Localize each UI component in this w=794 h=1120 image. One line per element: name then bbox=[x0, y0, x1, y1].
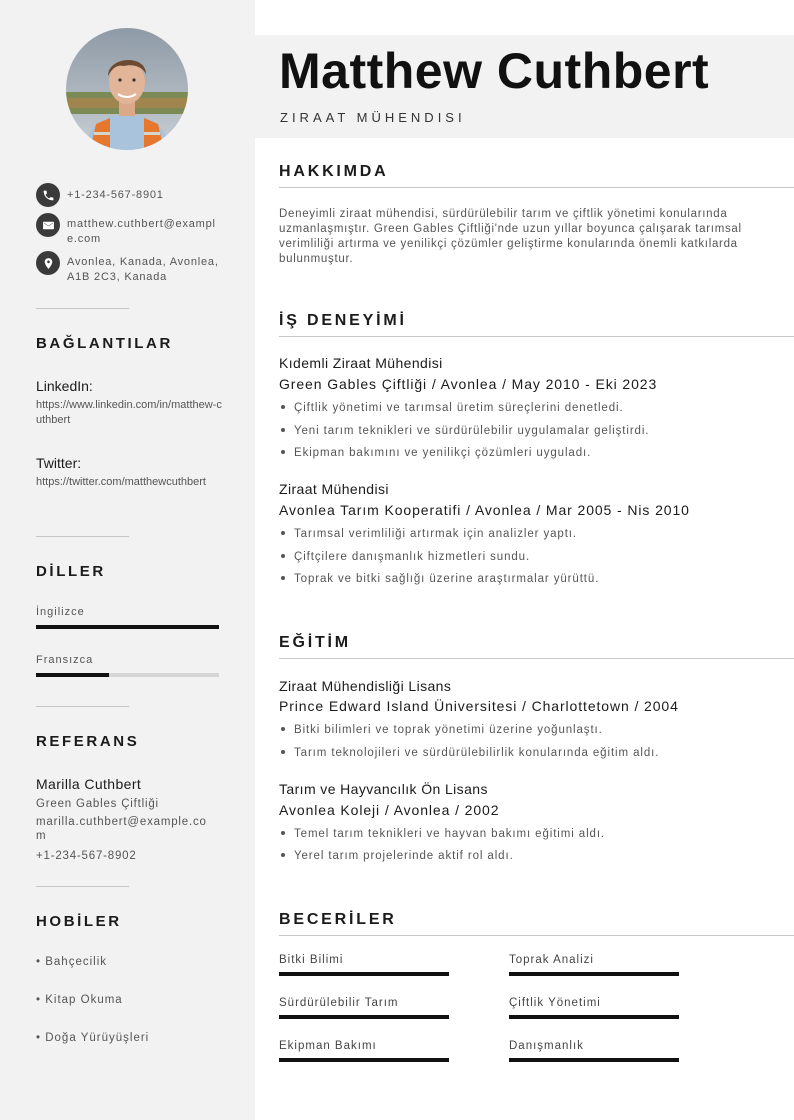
skill-label: Sürdürülebilir Tarım bbox=[279, 997, 399, 1009]
bullet-text: Çiftlik yönetimi ve tarımsal üretim süreçlerini denetledi. bbox=[294, 402, 624, 414]
skill-label: Toprak Analizi bbox=[509, 954, 594, 966]
bullet-text: Yerel tarım projelerinde aktif rol aldı. bbox=[294, 850, 514, 862]
job-bullet bbox=[279, 573, 599, 585]
twitter-label: Twitter: bbox=[36, 455, 82, 471]
job-bullet bbox=[279, 402, 624, 414]
education-bullet bbox=[279, 747, 659, 759]
language-label: Fransızca bbox=[36, 654, 94, 666]
hobby-item: • Kitap Okuma bbox=[36, 994, 123, 1006]
skill-bar bbox=[279, 972, 449, 976]
contact-address bbox=[36, 251, 219, 285]
skill-bar bbox=[509, 972, 679, 976]
job-role: ZIRAAT MÜHENDISI bbox=[280, 110, 466, 125]
profile-photo bbox=[66, 28, 188, 150]
bullet-text: Bitki bilimleri ve toprak yönetimi üzerine yoğunlaştı. bbox=[294, 724, 603, 736]
sidebar-divider bbox=[36, 706, 129, 707]
section-rule bbox=[279, 935, 794, 936]
sidebar-divider bbox=[36, 886, 129, 887]
job-meta: Green Gables Çiftliği / Avonlea / May 2010 - Eki 2023 bbox=[279, 376, 658, 392]
phone-icon bbox=[36, 183, 60, 207]
skill-bar bbox=[509, 1058, 679, 1062]
phone-text: +1-234-567-8901 bbox=[67, 189, 164, 201]
skill-bar bbox=[279, 1015, 449, 1019]
bullet-text: Temel tarım teknikleri ve hayvan bakımı eğitimi aldı. bbox=[294, 828, 606, 840]
job-title: Kıdemli Ziraat Mühendisi bbox=[279, 355, 443, 371]
hobby-label: Doğa Yürüyüşleri bbox=[45, 1032, 150, 1044]
skill-label: Bitki Bilimi bbox=[279, 954, 344, 966]
education-bullet bbox=[279, 828, 605, 840]
education-bullet bbox=[279, 724, 603, 736]
reference-email[interactable]: marilla.cuthbert@example.com bbox=[36, 816, 207, 842]
contact-phone[interactable] bbox=[36, 183, 219, 207]
languages-section-title: DİLLER bbox=[36, 563, 106, 580]
about-text: Deneyimli ziraat mühendisi, sürdürülebilir tarım ve çiftlik yönetimi konularında uzmanlaşmıştır. Green Gables Çiftliği'nde uzun yıllar boyunca çalışarak tarımsal verimliliği artırma ve yenilikçi çözümler geliştirme konularında önemli katkılarda bulunmuştur. bbox=[279, 208, 742, 265]
job-bullet bbox=[279, 447, 591, 459]
education-meta: Prince Edward Island Üniversitesi / Charlottetown / 2004 bbox=[279, 698, 679, 714]
bullet-text: Toprak ve bitki sağlığı üzerine araştırmalar yürüttü. bbox=[294, 573, 600, 585]
sidebar-divider bbox=[36, 536, 129, 537]
hobby-label: Bahçecilik bbox=[45, 956, 108, 968]
address-text: Avonlea, Kanada, Avonlea, A1B 2C3, Kanada bbox=[67, 256, 219, 283]
job-bullet bbox=[279, 528, 577, 540]
bullet-text: Tarımsal verimliliği artırmak için analizler yaptı. bbox=[294, 528, 577, 540]
sidebar-divider bbox=[36, 308, 129, 309]
reference-company: Green Gables Çiftliği bbox=[36, 798, 159, 810]
about-section-title: HAKKIMDA bbox=[279, 163, 389, 180]
skill-bar bbox=[509, 1015, 679, 1019]
bullet-text: Tarım teknolojileri ve sürdürülebilirlik konularında eğitim aldı. bbox=[294, 747, 660, 759]
skill-bar bbox=[279, 1058, 449, 1062]
experience-section-title: İŞ DENEYİMİ bbox=[279, 312, 407, 329]
sidebar bbox=[0, 0, 255, 1120]
bullet-text: Ekipman bakımını ve yenilikçi çözümleri uyguladı. bbox=[294, 447, 592, 459]
education-title: Ziraat Mühendisliği Lisans bbox=[279, 678, 452, 694]
education-title: Tarım ve Hayvancılık Ön Lisans bbox=[279, 781, 488, 797]
email-text: matthew.cuthbert@example.com bbox=[67, 218, 216, 245]
section-rule bbox=[279, 336, 794, 337]
bullet-text: Çiftçilere danışmanlık hizmetleri sundu. bbox=[294, 551, 531, 563]
twitter-link[interactable]: https://twitter.com/matthewcuthbert bbox=[36, 476, 206, 488]
skill-label: Ekipman Bakımı bbox=[279, 1040, 377, 1052]
job-bullet bbox=[279, 551, 530, 563]
hobby-item: • Doğa Yürüyüşleri bbox=[36, 1032, 150, 1044]
language-level-fill bbox=[36, 673, 109, 677]
bullet-text: Yeni tarım teknikleri ve sürdürülebilir uygulamalar geliştirdi. bbox=[294, 425, 650, 437]
language-level-bar bbox=[36, 625, 219, 629]
hobbies-section-title: HOBİLER bbox=[36, 913, 122, 930]
skill-label: Danışmanlık bbox=[509, 1040, 584, 1052]
section-rule bbox=[279, 658, 794, 659]
language-label: İngilizce bbox=[36, 606, 85, 618]
email-icon bbox=[36, 213, 60, 237]
reference-section-title: REFERANS bbox=[36, 733, 140, 750]
reference-phone: +1-234-567-8902 bbox=[36, 850, 137, 862]
language-level-fill bbox=[36, 625, 219, 629]
section-rule bbox=[279, 187, 794, 188]
reference-name: Marilla Cuthbert bbox=[36, 776, 142, 792]
job-title: Ziraat Mühendisi bbox=[279, 481, 389, 497]
education-section-title: EĞİTİM bbox=[279, 634, 351, 651]
location-pin-icon bbox=[36, 251, 60, 275]
contact-email[interactable] bbox=[36, 213, 219, 247]
education-meta: Avonlea Koleji / Avonlea / 2002 bbox=[279, 802, 500, 818]
linkedin-link[interactable]: https://www.linkedin.com/in/matthew-cuthbert bbox=[36, 399, 222, 426]
language-level-bar bbox=[36, 673, 219, 677]
job-bullet bbox=[279, 425, 649, 437]
skill-label: Çiftlik Yönetimi bbox=[509, 997, 601, 1009]
hobby-item: • Bahçecilik bbox=[36, 956, 108, 968]
links-section-title: BAĞLANTILAR bbox=[36, 335, 173, 352]
job-meta: Avonlea Tarım Kooperatifi / Avonlea / Mar 2005 - Nis 2010 bbox=[279, 502, 690, 518]
skills-section-title: BECERİLER bbox=[279, 911, 397, 928]
person-name: Matthew Cuthbert bbox=[279, 43, 710, 99]
hobby-label: Kitap Okuma bbox=[45, 994, 123, 1006]
education-bullet bbox=[279, 850, 514, 862]
linkedin-label: LinkedIn: bbox=[36, 378, 93, 394]
